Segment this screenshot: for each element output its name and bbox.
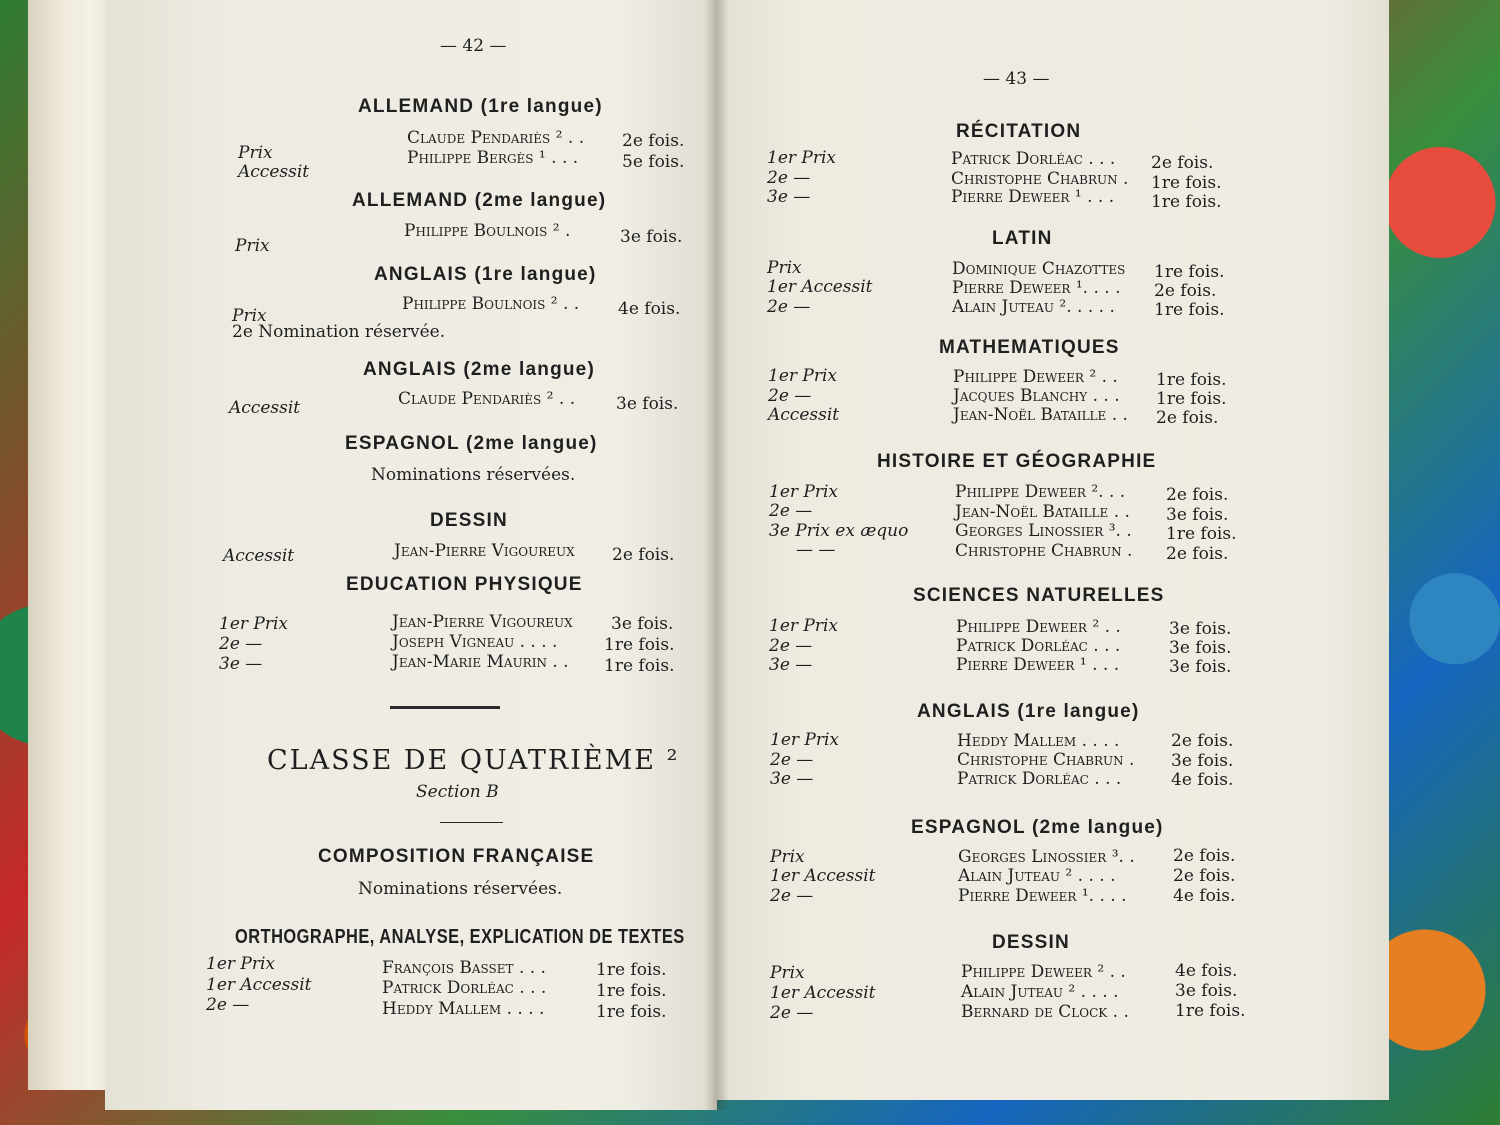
award-count: 2e fois. xyxy=(1171,731,1234,751)
student-name: Pierre Deweer ¹ . . . xyxy=(951,187,1115,207)
award-count: 3e fois. xyxy=(1171,751,1234,771)
student-name: Patrick Dorléac . . . xyxy=(957,769,1122,789)
award-label: Prix xyxy=(235,236,270,256)
award-count: 1re fois. xyxy=(596,1002,667,1022)
award-count: 3e fois. xyxy=(1169,657,1232,677)
award-count: 2e fois. xyxy=(1166,485,1229,505)
award-count: 2e fois. xyxy=(1156,408,1219,428)
section-title-allemand-2: ALLEMAND (2me langue) xyxy=(352,190,607,211)
student-name: Philippe Deweer ² . . xyxy=(953,367,1118,387)
award-count: 3e fois. xyxy=(1175,981,1238,1001)
award-count: 2e fois. xyxy=(612,545,675,565)
class-title: CLASSE DE QUATRIÈME ² xyxy=(267,745,680,776)
student-name: Jean-Marie Maurin . . xyxy=(392,652,569,672)
award-count: 1re fois. xyxy=(1151,192,1222,212)
student-name: Claude Pendariès ² . . xyxy=(398,389,576,409)
award-label: 2e — xyxy=(767,168,811,188)
award-count: 3e fois. xyxy=(611,614,674,634)
student-name: Philippe Boulnois ² . . xyxy=(402,294,580,314)
right-page-number: — 43 — xyxy=(983,69,1050,89)
award-label: 1er Prix xyxy=(769,616,838,636)
student-name: Jacques Blanchy . . . xyxy=(953,386,1120,406)
section-note: 2e Nomination réservée. xyxy=(232,322,446,342)
student-name: Alain Juteau ². . . . . xyxy=(952,297,1115,317)
award-count: 4e fois. xyxy=(618,299,681,319)
section-title-composition: COMPOSITION FRANÇAISE xyxy=(318,846,595,867)
award-label: 2e — xyxy=(770,750,814,770)
section-title-anglais-right: ANGLAIS (1re langue) xyxy=(917,701,1140,722)
section-title-allemand-1: ALLEMAND (1re langue) xyxy=(358,96,603,117)
section-title-education-physique: EDUCATION PHYSIQUE xyxy=(346,574,583,595)
student-name: Bernard de Clock . . xyxy=(961,1002,1129,1022)
student-name: Philippe Bergès ¹ . . . xyxy=(407,148,579,168)
award-label: 2e — xyxy=(767,297,811,317)
award-count: 3e fois. xyxy=(1166,505,1229,525)
student-name: Philippe Deweer ² . . xyxy=(956,617,1121,637)
award-count: 3e fois. xyxy=(1169,619,1232,639)
award-label: — — xyxy=(796,540,836,560)
award-label: 1er Accessit xyxy=(770,983,876,1003)
award-count: 1re fois. xyxy=(604,635,675,655)
award-label: 2e — xyxy=(768,386,812,406)
award-count: 2e fois. xyxy=(1173,846,1236,866)
award-label: 1er Prix xyxy=(219,614,288,634)
award-label: 1er Prix xyxy=(770,730,839,750)
section-title-espagnol-2: ESPAGNOL (2me langue) xyxy=(345,433,598,454)
award-count: 2e fois. xyxy=(1151,153,1214,173)
section-title-mathematiques: MATHEMATIQUES xyxy=(939,337,1120,358)
award-label: 1er Prix xyxy=(767,148,836,168)
section-title-dessin: DESSIN xyxy=(430,510,508,531)
award-count: 2e fois. xyxy=(1166,544,1229,564)
student-name: François Basset . . . xyxy=(382,958,546,978)
student-name: Christophe Chabrun . xyxy=(955,541,1133,561)
award-label: 1er Prix xyxy=(206,954,275,974)
section-title-histoire: HISTOIRE ET GÉOGRAPHIE xyxy=(877,451,1157,472)
award-count: 1re fois. xyxy=(604,656,675,676)
student-name: Patrick Dorléac . . . xyxy=(956,636,1121,656)
award-label: 2e — xyxy=(219,634,263,654)
section-title-recitation: RÉCITATION xyxy=(956,121,1082,142)
award-label: Accessit xyxy=(238,162,310,182)
section-note: Nominations réservées. xyxy=(358,879,563,899)
award-count: 1re fois. xyxy=(596,981,667,1001)
student-name: Pierre Deweer ¹ . . . xyxy=(956,655,1120,675)
award-count: 4e fois. xyxy=(1173,886,1236,906)
award-count: 1re fois. xyxy=(1154,262,1225,282)
award-count: 1re fois. xyxy=(1166,524,1237,544)
award-label: 3e — xyxy=(769,655,813,675)
student-name: Georges Linossier ³. . xyxy=(955,521,1132,541)
award-count: 1re fois. xyxy=(1154,300,1225,320)
award-count: 1re fois. xyxy=(1151,173,1222,193)
award-count: 3e fois. xyxy=(620,227,683,247)
section-divider xyxy=(390,706,500,709)
award-label: Accessit xyxy=(229,398,301,418)
student-name: Philippe Deweer ² . . xyxy=(961,962,1126,982)
award-count: 5e fois. xyxy=(622,152,685,172)
student-name: Philippe Boulnois ² . xyxy=(404,221,571,241)
award-label: 3e — xyxy=(219,654,263,674)
award-label: Accessit xyxy=(768,405,840,425)
award-label: 1er Prix xyxy=(768,366,837,386)
section-note: Nominations réservées. xyxy=(371,465,576,485)
student-name: Jean-Noël Bataille . . xyxy=(955,502,1130,522)
student-name: Joseph Vigneau . . . . xyxy=(392,632,558,652)
award-label: 1er Accessit xyxy=(767,277,873,297)
section-title-latin: LATIN xyxy=(992,228,1053,249)
student-name: Christophe Chabrun . xyxy=(957,750,1135,770)
student-name: Heddy Mallem . . . . xyxy=(382,999,545,1019)
award-label: 3e — xyxy=(767,187,811,207)
section-title-orthographe: ORTHOGRAPHE, ANALYSE, EXPLICATION DE TEXTES xyxy=(235,926,685,948)
student-name: Patrick Dorléac . . . xyxy=(951,149,1116,169)
award-count: 1re fois. xyxy=(1156,389,1227,409)
award-label: 3e — xyxy=(770,769,814,789)
title-divider xyxy=(440,822,503,823)
student-name: Georges Linossier ³. . xyxy=(958,847,1135,867)
award-label: 1er Prix xyxy=(769,482,838,502)
award-label: 3e Prix ex æquo xyxy=(769,521,909,541)
student-name: Christophe Chabrun . xyxy=(951,169,1129,189)
award-label: Accessit xyxy=(223,546,295,566)
student-name: Jean-Pierre Vigoureux xyxy=(394,541,575,561)
award-count: 1re fois. xyxy=(1156,370,1227,390)
award-count: 3e fois. xyxy=(1169,638,1232,658)
award-label: Prix xyxy=(238,143,273,163)
award-label: Prix xyxy=(232,306,267,326)
award-count: 2e fois. xyxy=(622,131,685,151)
section-title-dessin-right: DESSIN xyxy=(992,932,1070,953)
student-name: Alain Juteau ² . . . . xyxy=(961,982,1119,1002)
student-name: Patrick Dorléac . . . xyxy=(382,978,547,998)
award-count: 1re fois. xyxy=(596,960,667,980)
award-count: 4e fois. xyxy=(1175,961,1238,981)
section-title-espagnol-right: ESPAGNOL (2me langue) xyxy=(911,817,1164,838)
student-name: Dominique Chazottes xyxy=(952,259,1126,279)
student-name: Pierre Deweer ¹. . . . xyxy=(952,278,1121,298)
award-label: Prix xyxy=(770,963,805,983)
book-gutter xyxy=(705,0,729,1110)
award-label: 2e — xyxy=(206,995,250,1015)
award-count: 3e fois. xyxy=(616,394,679,414)
class-subtitle: Section B xyxy=(416,782,499,802)
award-label: 2e — xyxy=(769,501,813,521)
award-label: 2e — xyxy=(770,1003,814,1023)
award-label: 1er Accessit xyxy=(770,866,876,886)
section-title-anglais-1: ANGLAIS (1re langue) xyxy=(374,264,597,285)
award-label: Prix xyxy=(767,258,802,278)
student-name: Alain Juteau ² . . . . xyxy=(958,866,1116,886)
award-label: Prix xyxy=(770,847,805,867)
award-label: 2e — xyxy=(770,886,814,906)
section-title-anglais-2: ANGLAIS (2me langue) xyxy=(363,359,595,380)
student-name: Philippe Deweer ². . . xyxy=(955,482,1126,502)
award-count: 2e fois. xyxy=(1173,866,1236,886)
award-label: 2e — xyxy=(769,636,813,656)
student-name: Jean-Pierre Vigoureux xyxy=(392,612,573,632)
award-count: 2e fois. xyxy=(1154,281,1217,301)
student-name: Claude Pendariès ² . . xyxy=(407,128,585,148)
student-name: Jean-Noël Bataille . . xyxy=(953,405,1128,425)
section-title-sciences: SCIENCES NATURELLES xyxy=(913,585,1165,606)
award-label: 1er Accessit xyxy=(206,975,312,995)
left-page-number: — 42 — xyxy=(440,36,507,56)
award-count: 1re fois. xyxy=(1175,1001,1246,1021)
student-name: Heddy Mallem . . . . xyxy=(957,731,1120,751)
award-count: 4e fois. xyxy=(1171,770,1234,790)
student-name: Pierre Deweer ¹. . . . xyxy=(958,886,1127,906)
